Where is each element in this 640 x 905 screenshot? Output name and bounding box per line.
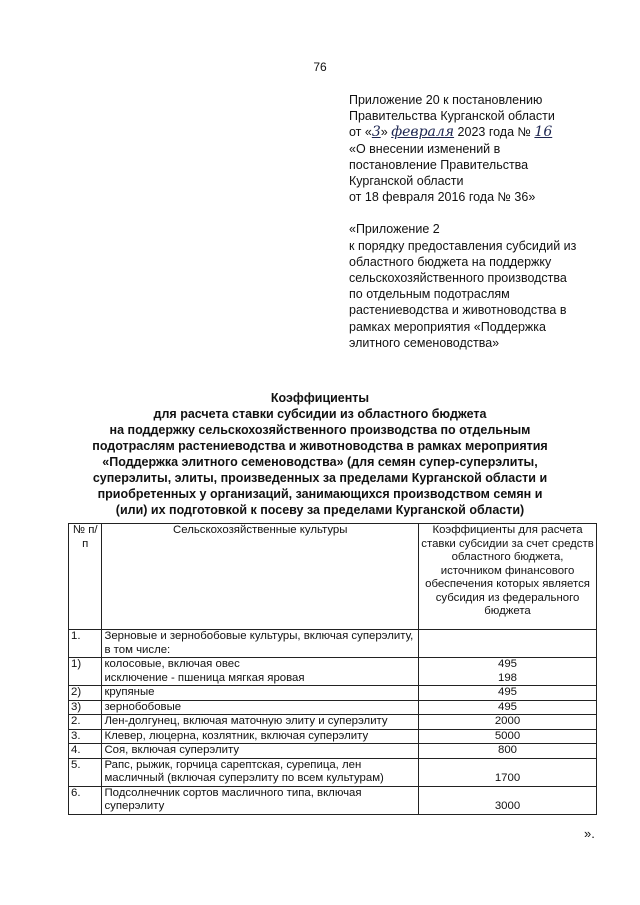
date-mid: » <box>380 125 392 140</box>
row-value: 1700 <box>419 758 597 786</box>
row-num: 6. <box>69 786 102 814</box>
row-crop: Лен-долгунец, включая маточную элиту и суперэлиту <box>102 715 419 730</box>
handwritten-number: 16 <box>534 124 553 141</box>
table-row <box>69 758 597 786</box>
row-value-line: 495 <box>498 658 518 670</box>
table-row <box>69 744 597 759</box>
header-coef: Коэффициенты для расчета ставки субсидии за счет средств областного бюджета, источником финансового обеспечения которых является субсидия из федерального бюджета <box>419 524 597 630</box>
annex-line: элитного семеноводства» <box>349 335 500 350</box>
title-line: (или) их подготовкой к посеву за пределами Курганской области) <box>115 503 525 517</box>
row-num-line: 1) <box>71 658 82 670</box>
row-crop-line: исключение - пшеница мягкая яровая <box>104 671 305 684</box>
row-num: 4. <box>69 744 102 759</box>
table-row <box>69 729 597 744</box>
handwritten-day: 3 <box>371 124 381 141</box>
table-row <box>69 686 597 701</box>
title-line: «Поддержка элитного семеноводства» (для семян супер-суперэлиты, <box>102 455 538 469</box>
row-num: 1. <box>69 630 102 658</box>
annex-line: к порядку предоставления субсидий из <box>349 238 577 253</box>
row-value: 495 <box>419 700 597 715</box>
title-line: приобретенных у организаций, занимающихся производством семян и <box>97 487 543 501</box>
title-line: суперэлиты, элиты, произведенных за пределами Курганской области и <box>92 471 548 485</box>
row-crop: Рапс, рыжик, горчица сарептская, сурепица, лен масличный (включая суперэлиту по всем культурам) <box>102 758 419 786</box>
annex-line: от 18 февраля 2016 года № 36» <box>349 190 536 205</box>
table-row <box>69 630 597 658</box>
annex-line: рамках мероприятия «Поддержка <box>349 319 546 334</box>
annex-line: растениеводства и животноводства в <box>349 303 567 318</box>
row-value: 3000 <box>419 786 597 814</box>
coefficients-table <box>68 523 597 815</box>
title-line: Коэффициенты <box>270 391 370 405</box>
table-header-row <box>69 524 597 630</box>
row-crop: крупяные <box>102 686 419 701</box>
annex-line: областного бюджета на поддержку <box>349 254 552 269</box>
row-num <box>69 658 102 686</box>
handwritten-month: февраля <box>391 124 455 141</box>
date-prefix: от « <box>349 125 372 140</box>
row-value <box>419 658 597 686</box>
annex-line: Курганской области <box>349 174 464 189</box>
row-num: 2. <box>69 715 102 730</box>
row-num: 3. <box>69 729 102 744</box>
row-crop: Подсолнечник сортов масличного типа, включая суперэлиту <box>102 786 419 814</box>
row-num: 2) <box>69 686 102 701</box>
annex-block <box>349 92 619 351</box>
row-value: 800 <box>419 744 597 759</box>
row-num: 5. <box>69 758 102 786</box>
row-crop: Клевер, люцерна, козлятник, включая суперэлиту <box>102 729 419 744</box>
row-value-line: 198 <box>498 671 518 684</box>
annex-line: по отдельным подотраслям <box>349 287 510 302</box>
annex-line: сельскохозяйственного производства <box>349 271 567 286</box>
date-year: 2023 года № <box>454 125 535 140</box>
row-crop: зернобобовые <box>102 700 419 715</box>
row-crop <box>102 658 419 686</box>
table-row <box>69 700 597 715</box>
title-line: подотраслям растениеводства и животноводства в рамках мероприятия <box>92 439 548 453</box>
row-value: 495 <box>419 686 597 701</box>
closing-mark: ». <box>584 826 595 841</box>
header-num: № п/п <box>69 524 102 630</box>
row-crop: Зерновые и зернобобовые культуры, включая суперэлиту, в том числе: <box>102 630 419 658</box>
title-line: на поддержку сельскохозяйственного производства по отдельным <box>109 423 531 437</box>
annex-date-line <box>349 124 619 140</box>
page-number: 76 <box>313 60 327 74</box>
row-value <box>419 630 597 658</box>
table-row <box>69 786 597 814</box>
annex-line: «Приложение 2 <box>349 222 440 237</box>
row-value: 5000 <box>419 729 597 744</box>
table-row <box>69 658 597 686</box>
annex-line: Правительства Курганской области <box>349 109 555 124</box>
row-num: 3) <box>69 700 102 715</box>
annex-line: «О внесении изменений в <box>349 141 501 156</box>
title-line: для расчета ставки субсидии из областного бюджета <box>153 407 487 421</box>
annex-line: Приложение 20 к постановлению <box>349 93 543 107</box>
row-value: 2000 <box>419 715 597 730</box>
row-crop-line: колосовые, включая овес <box>104 658 240 670</box>
table-row <box>69 715 597 730</box>
annex-line: постановление Правительства <box>349 157 529 172</box>
row-crop: Соя, включая суперэлиту <box>102 744 419 759</box>
header-crop: Сельскохозяйственные культуры <box>102 524 419 630</box>
document-title <box>40 390 600 518</box>
